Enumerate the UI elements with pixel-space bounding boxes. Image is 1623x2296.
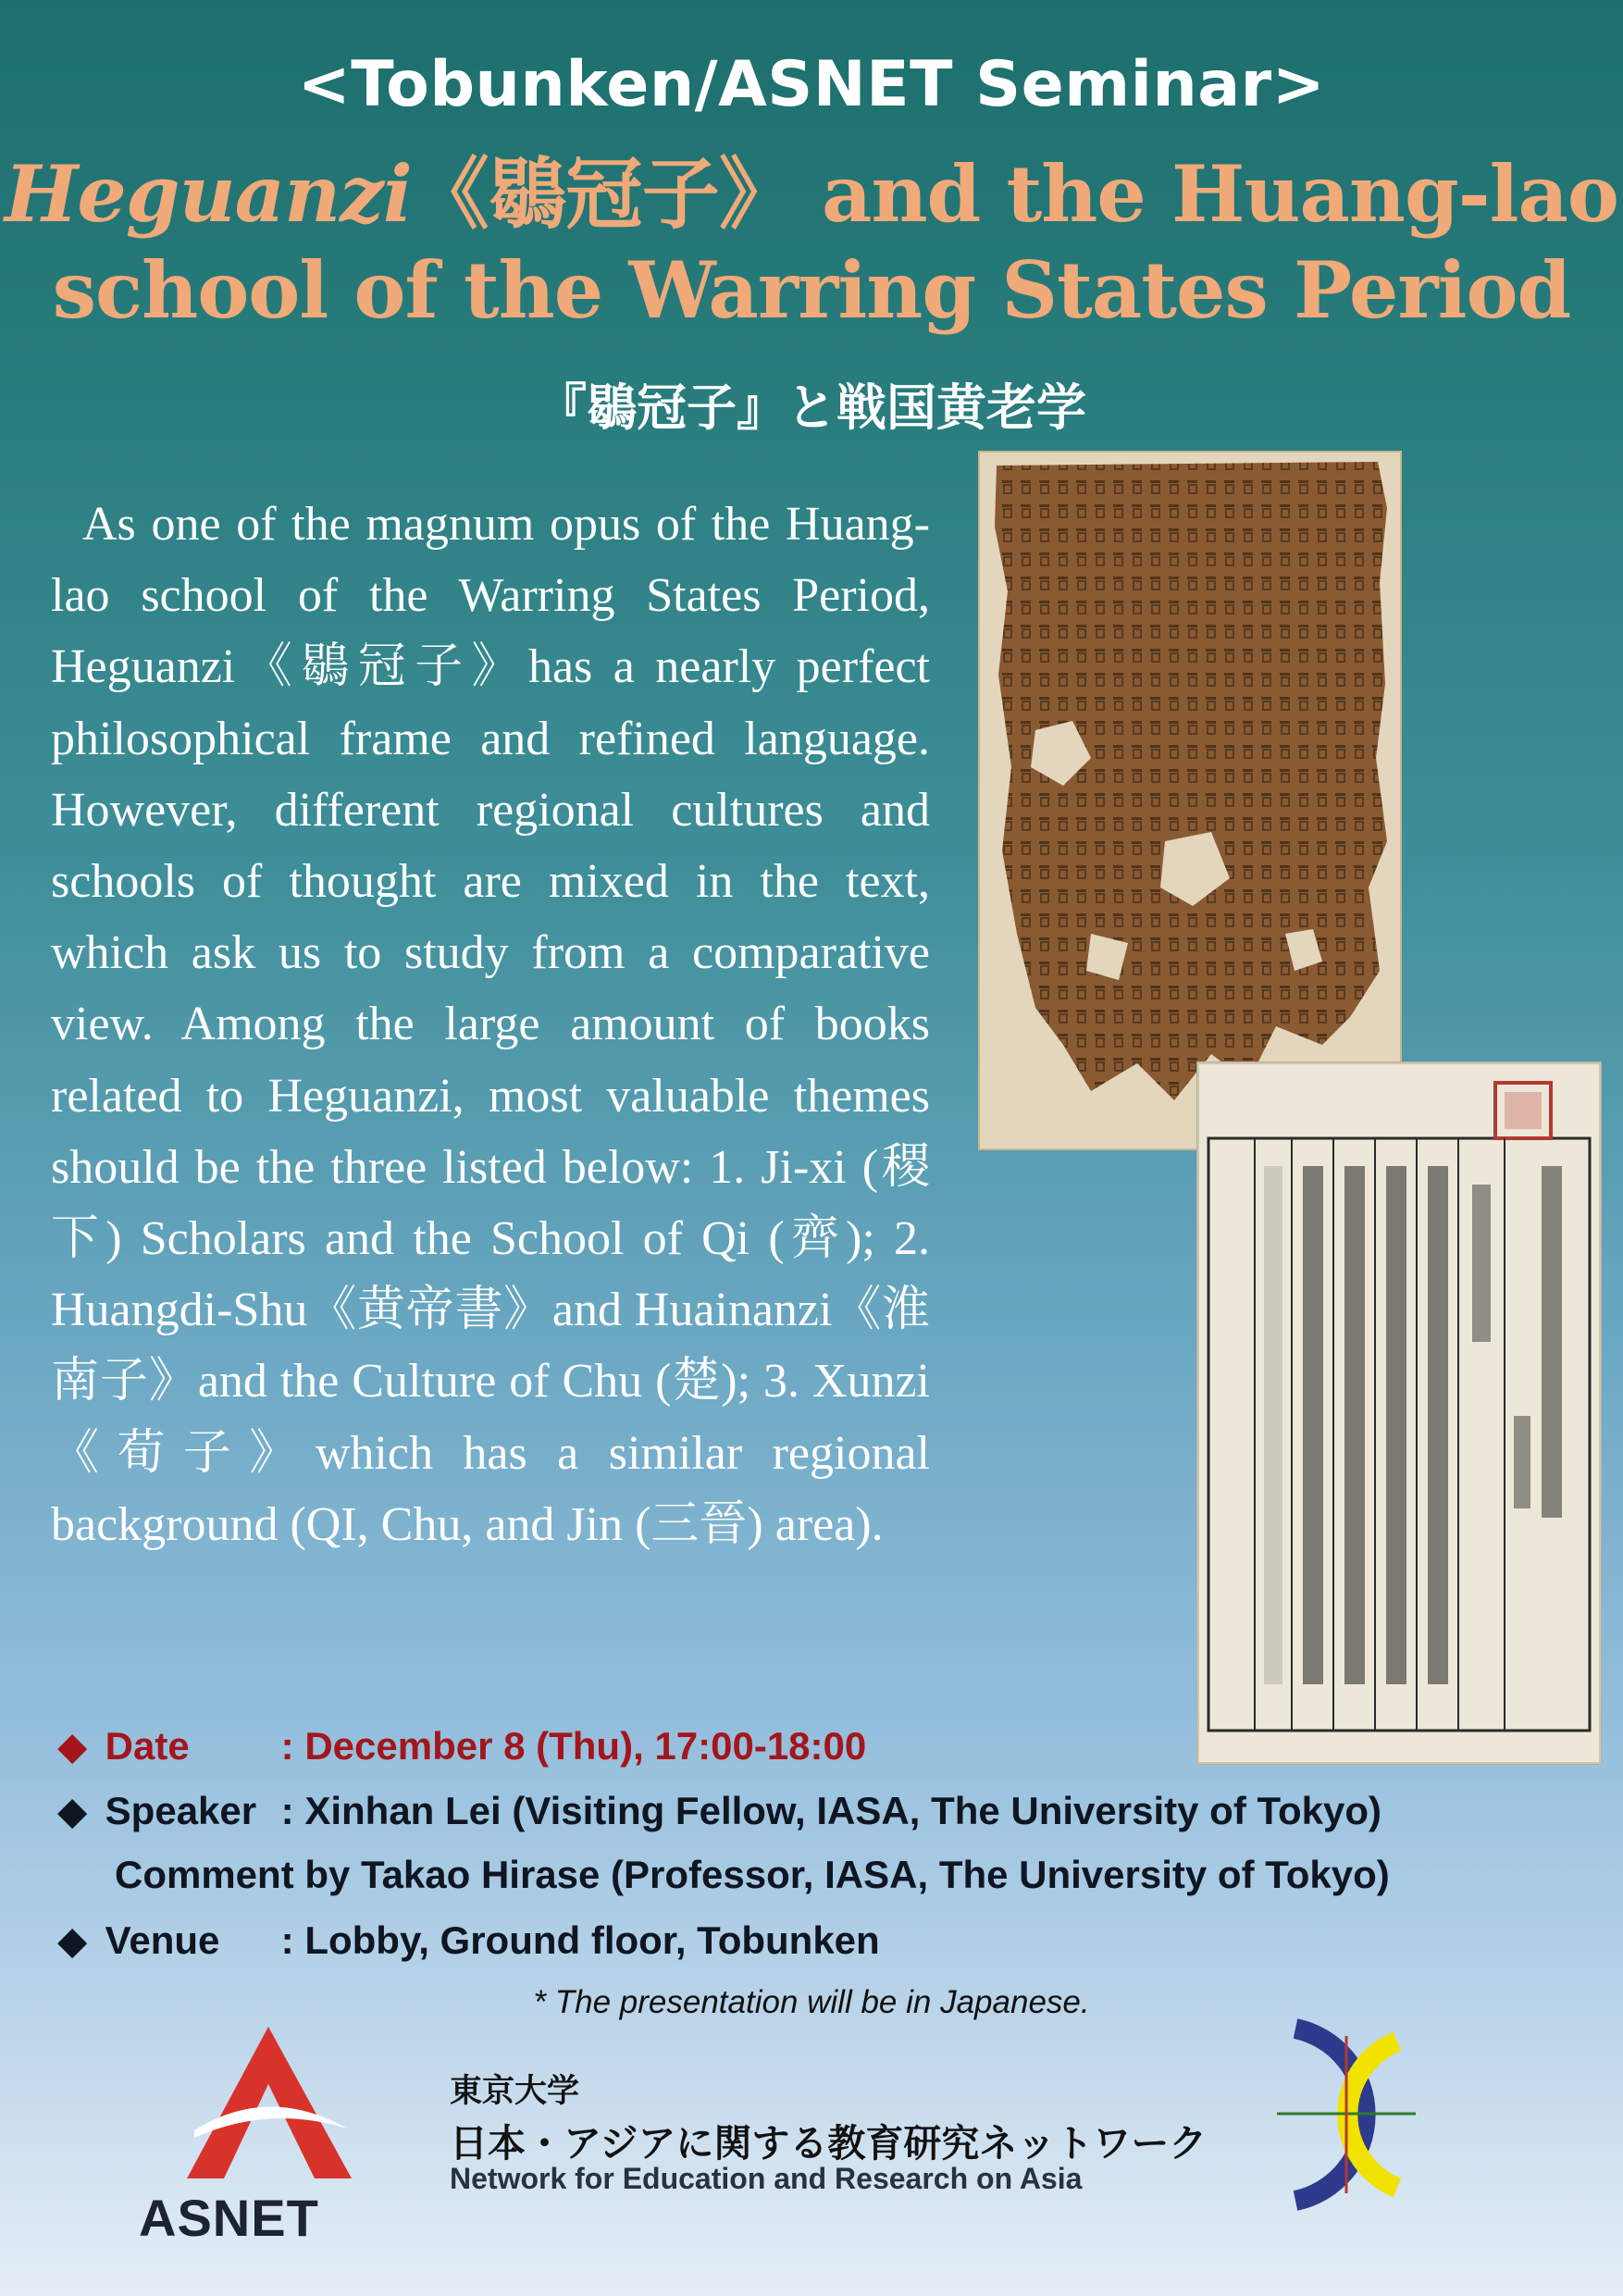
org-name-ja: 日本・アジアに関する教育研究ネットワーク bbox=[450, 2121, 1208, 2166]
diamond-bullet-icon: ◆ bbox=[57, 1918, 88, 1962]
comment-row bbox=[115, 1853, 1390, 1897]
comment-text: Comment by Takao Hirase (Professor, IASA, The University of Tokyo) bbox=[115, 1853, 1390, 1896]
date-label: Date bbox=[105, 1724, 190, 1768]
diamond-bullet-icon: ◆ bbox=[57, 1789, 88, 1832]
title-line-2: school of the Warring States Period bbox=[52, 244, 1571, 336]
series-heading: <Tobunken/ASNET Seminar> bbox=[297, 48, 1326, 121]
speaker-value: : Xinhan Lei (Visiting Fellow, IASA, The University of Tokyo) bbox=[280, 1789, 1382, 1832]
venue-value: : Lobby, Ground floor, Tobunken bbox=[280, 1918, 880, 1962]
org-name-univ: 東京大学 bbox=[450, 2073, 580, 2110]
date-row bbox=[57, 1723, 866, 1769]
language-note: * The presentation will be in Japanese. bbox=[533, 1984, 1090, 2020]
japanese-subtitle: 『鶡冠子』と戦国黄老学 bbox=[537, 378, 1086, 437]
asnet-logo-text: ASNET bbox=[139, 2189, 319, 2247]
diamond-bullet-icon: ◆ bbox=[57, 1724, 88, 1768]
abstract-text: As one of the magnum opus of the Huang-lao school of the Warring States Period, Heguanzi《鶡冠子》has a nearly perfect philosophical frame and refined language. However, different regional cultures and schools of thought are mixed in the text, which ask us to study from a comparative view. Among the large amount of books related to Heguanzi, most valuable themes should be the three listed below: 1. Ji-xi (稷下) Scholars and the School of Qi (齊); 2. Huangdi-Shu《黄帝書》and Huainanzi《淮南子》and the Culture of Chu (楚); 3. Xunzi《荀子》which has a similar regional background (QI, Chu, and Jin (三晉) area). bbox=[51, 498, 930, 1551]
tobunken-logo-icon bbox=[1258, 2017, 1434, 2212]
asnet-logo-icon bbox=[176, 2019, 361, 2186]
speaker-label: Speaker bbox=[105, 1789, 257, 1832]
title-line-1-rest: 《鶡冠子》 and the Huang-lao bbox=[411, 148, 1618, 240]
title-book-name: Heguanzi bbox=[5, 148, 412, 240]
title-line-1 bbox=[0, 148, 1623, 240]
date-value: : December 8 (Thu), 17:00-18:00 bbox=[280, 1724, 867, 1768]
venue-row bbox=[57, 1917, 880, 1963]
venue-label: Venue bbox=[105, 1918, 220, 1962]
speaker-row bbox=[57, 1788, 1381, 1833]
manuscript-image bbox=[978, 451, 1402, 1150]
woodblock-print-image bbox=[1197, 1062, 1601, 1764]
org-name-en: Network for Education and Research on Asia bbox=[450, 2162, 1083, 2195]
